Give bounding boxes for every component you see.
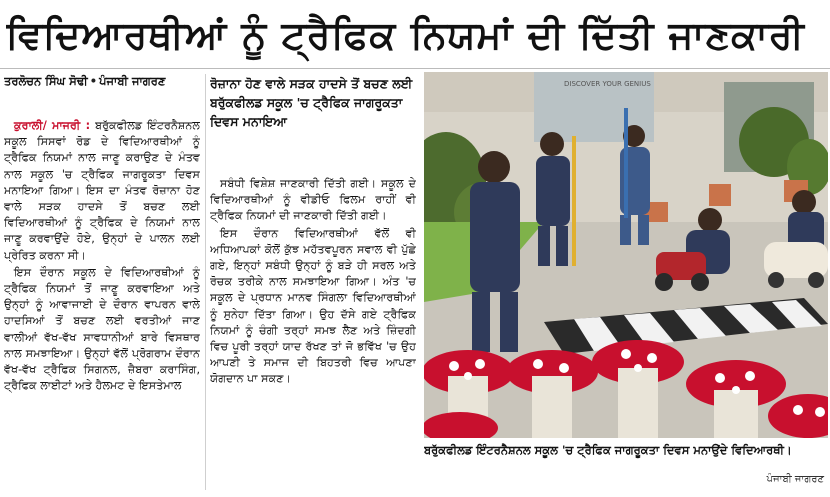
article-column-1: [4, 118, 200, 490]
headline: ਵਿਦਿਆਰਥੀਆਂ ਨੂੰ ਟ੍ਰੈਫਿਕ ਨਿਯਮਾਂ ਦੀ ਦਿੱਤੀ ਜਾਣਕਾਰੀ: [6, 13, 805, 57]
article-paragraph: ਸਬੰਧੀ ਵਿਸ਼ੇਸ਼ ਜਾਣਕਾਰੀ ਦਿੱਤੀ ਗਈ। ਸਕੂਲ ਦੇ ਵਿਦਿਆਰਥੀਆਂ ਨੂੰ ਵੀਡੀਓ ਫਿਲਮ ਰਾਹੀਂ ਵੀ ਟ੍ਰੈਫਿਕ ਨਿਯਮਾਂ ਦੀ ਜਾਣਕਾਰੀ ਦਿੱਤੀ ਗਈ।: [210, 177, 416, 223]
article-paragraph: [4, 118, 200, 264]
photo-credit: ਪੰਜਾਬੀ ਜਾਗਰਣ: [766, 474, 824, 485]
byline: [4, 74, 204, 94]
caption-text: ਬਰੁੱਕਫੀਲਡ ਇੰਟਰਨੈਸ਼ਨਲ ਸਕੂਲ 'ਚ ਟ੍ਰੈਫਿਕ ਜਾਗਰੂਕਤਾ ਦਿਵਸ ਮਨਾਉਂਦੇ ਵਿਦਿਆਰਥੀ।: [424, 443, 792, 457]
photo-illustration: [424, 72, 828, 438]
article-paragraph: ਇਸ ਦੌਰਾਨ ਸਕੂਲ ਦੇ ਵਿਦਿਆਰਥੀਆਂ ਨੂੰ ਟ੍ਰੈਫਿਕ ਨਿਯਮਾਂ ਤੋਂ ਜਾਣੂ ਕਰਵਾਇਆ ਅਤੇ ਉਨ੍ਹਾਂ ਨੂੰ ਆਵਾਜਾਈ ਦੇ ਦੌਰਾਨ ਵਾਪਰਨ ਵਾਲੇ ਹਾਦਸਿਆਂ ਤੋਂ ਬਚਣ ਲਈ ਵਰਤੀਆਂ ਜਾਣ ਵਾਲੀਆਂ ਵੱਖ-ਵੱਖ ਸਾਵਧਾਨੀਆਂ ਬਾਰੇ ਵਿਸਥਾਰ ਨਾਲ ਸਮਝਾਇਆ। ਉਨ੍ਹਾਂ ਵੱਲੋਂ ਪ੍ਰੋਗਰਾਮ ਦੌਰਾਨ ਵੱਖ-ਵੱਖ ਟ੍ਰੈਫਿਕ ਸਿਗਨਲ, ਜ਼ੈਬਰਾ ਕਰਾਸਿੰਗ, ਟ੍ਰੈਫਿਕ ਲਾਈਟਾਂ ਅਤੇ ਹੈਲਮਟ ਦੇ ਇਸਤੇਮਾਲ: [4, 265, 200, 393]
byline-author: ਤਰਲੋਚਨ ਸਿੰਘ ਸੋਢੀ: [4, 74, 88, 88]
paragraph-text: ਬਰੁੱਕਫੀਲਡ ਇੰਟਰਨੈਸ਼ਨਲ ਸਕੂਲ ਸਿਸਵਾਂ ਰੋਡ ਦੇ ਵਿਦਿਆਰਥੀਆਂ ਨੂੰ ਟ੍ਰੈਫਿਕ ਨਿਯਮਾਂ ਨਾਲ ਜਾਣੂ ਕਰਾਉਣ ਦੇ ਮੰਤਵ ਨਾਲ ਸਕੂਲ 'ਚ ਟ੍ਰੈਫਿਕ ਜਾਗਰੂਕਤਾ ਦਿਵਸ ਮਨਾਇਆ ਗਿਆ। ਇਸ ਦਾ ਮੰਤਵ ਰੋਜ਼ਾਨਾ ਹੋਣ ਵਾਲੇ ਸੜਕ ਹਾਦਸੇ ਤੋਂ ਬਚਣ ਲਈ ਵਿਦਿਆਰਥੀਆਂ ਨੂੰ ਟ੍ਰੈਫਿਕ ਦੇ ਨਿਯਮਾਂ ਨਾਲ ਜਾਣੂ ਕਰਵਾਉਂਦੇ ਹੋਏ, ਉਨ੍ਹਾਂ ਦੇ ਪਾਲਨ ਲਈ ਪ੍ਰੇਰਿਤ ਕਰਨਾ ਸੀ।: [4, 119, 200, 262]
mushroom-stool: [518, 350, 606, 390]
article-paragraph: ਇਸ ਦੌਰਾਨ ਵਿਦਿਆਰਥੀਆਂ ਵੱਲੋਂ ਵੀ ਅਧਿਆਪਕਾਂ ਕੋਲੋਂ ਕੁੱਝ ਮਹੱਤਵਪੂਰਨ ਸਵਾਲ ਵੀ ਪੁੱਛੇ ਗਏ, ਇਨ੍ਹਾਂ ਸਬੰਧੀ ਉਨ੍ਹਾਂ ਨੂੰ ਬੜੇ ਹੀ ਸਰਲ ਅਤੇ ਰੋਚਕ ਤਰੀਕੇ ਨਾਲ ਸਮਝਾਇਆ ਗਿਆ। ਅੰਤ 'ਚ ਸਕੂਲ ਦੇ ਪ੍ਰਧਾਨ ਮਾਨਵ ਸਿੰਗਲਾ ਵਿਦਿਆਰਥੀਆਂ ਨੂੰ ਸੁਨੇਹਾ ਦਿੱਤਾ ਗਿਆ। ਉਹ ਦੱਸੇ ਗਏ ਟ੍ਰੈਫਿਕ ਨਿਯਮਾਂ ਨੂੰ ਚੰਗੀ ਤਰ੍ਹਾਂ ਸਮਝ ਲੈਣ ਅਤੇ ਜ਼ਿੰਦਗੀ ਵਿਚ ਪੂਰੀ ਤਰ੍ਹਾਂ ਯਾਦ ਰੱਖਣ ਤਾਂ ਜੋ ਭਵਿੱਖ 'ਚ ਉਹ ਆਪਣੀ ਤੇ ਸਮਾਜ ਦੀ ਬਿਹਤਰੀ ਵਿਚ ਆਪਣਾ ਯੋਗਦਾਨ ਪਾ ਸਕਣ।: [210, 226, 416, 386]
signal-pole: [624, 108, 628, 218]
subheadline: ਰੋਜ਼ਾਨਾ ਹੋਣ ਵਾਲੇ ਸੜਕ ਹਾਦਸੇ ਤੋਂ ਬਚਣ ਲਈ ਬਰੁੱਕਫੀਲਡ ਸਕੂਲ 'ਚ ਟ੍ਰੈਫਿਕ ਜਾਗਰੂਕਤਾ ਦਿਵਸ ਮਨਾਇਆ: [210, 76, 413, 129]
headline-rule: [0, 68, 830, 69]
article-column-2: [210, 176, 416, 492]
dateline: ਕੁਰਾਲੀ/ ਮਾਜਰੀ :: [14, 119, 91, 132]
column-divider: [205, 74, 206, 490]
byline-publication: ਪੰਜਾਬੀ ਜਾਗਰਣ: [99, 74, 166, 88]
news-photo: [424, 72, 828, 438]
byline-separator: •: [89, 74, 98, 88]
wall-text: DISCOVER YOUR GENIUS: [564, 80, 651, 88]
signal-pole: [572, 136, 576, 266]
